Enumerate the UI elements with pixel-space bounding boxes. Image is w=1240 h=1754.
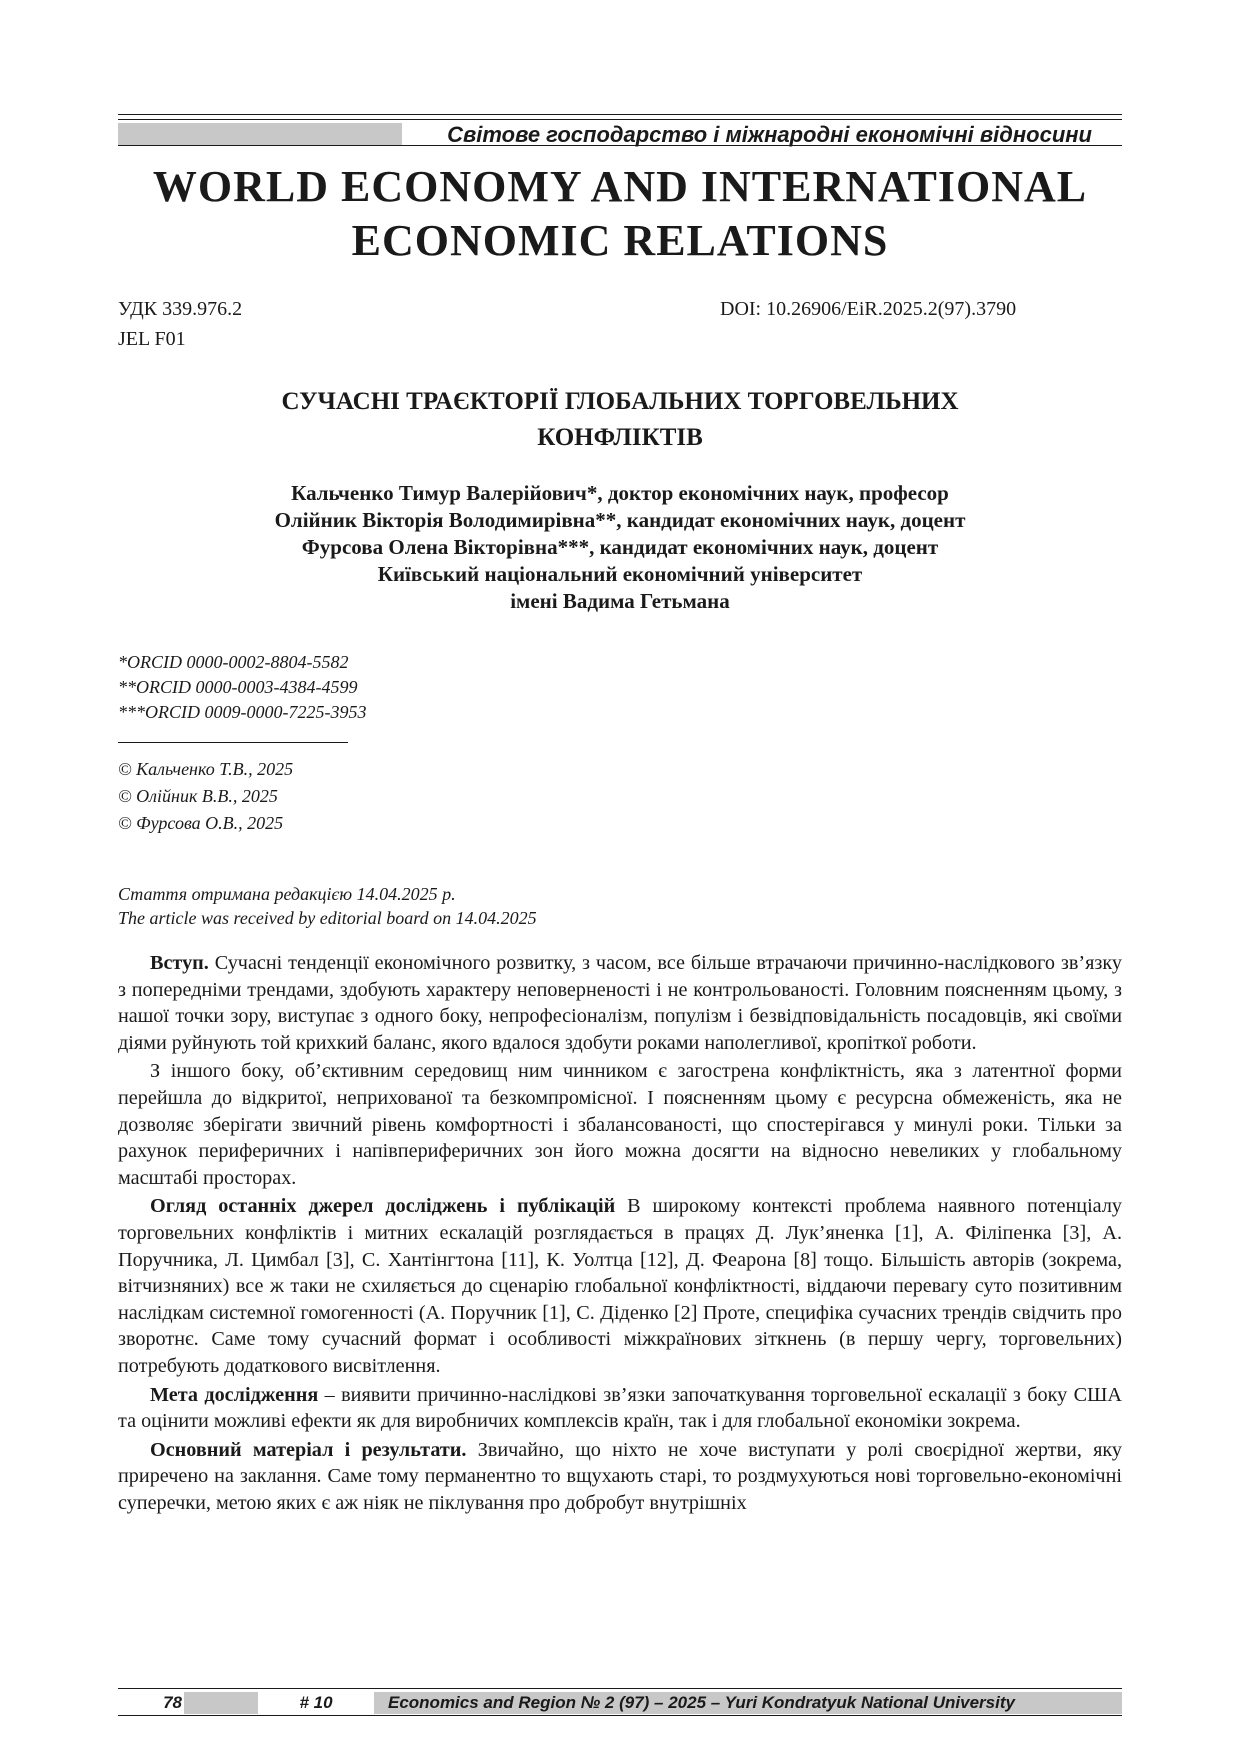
header-rule <box>118 114 1122 115</box>
author-line: Олійник Вікторія Володимирівна**, кандидат економічних наук, доцент <box>274 508 966 532</box>
paragraph-text: В широкому контексті проблема наявного потенціалу торговельних конфліктів і митних ескалацій розглядається в працях Д. Лук’яненка [1], А. Філіпенка [3], А. Поручника, Л. Цимбал [3], С. Хантінгтона [11], К. Уолтца [12], Д. Феарона [8] тощо. Більшість авторів (зокрема, вітчизняних) все ж таки не схиляється до сценарію глобальної конфліктності, віддаючи перевагу суто позитивним наслідкам системної гомогенності (А. Поручник [1], С. Діденко [2] Проте, специфіка сучасних трендів свідчить про зворотнє. Саме тому сучасний формат і особливості міжкраїнових зіткнень (в першу чергу, торговельних) потребують додаткового висвітлення. <box>118 1195 1122 1377</box>
orcid-item[interactable]: *ORCID 0000-0002-8804-5582 <box>118 652 349 672</box>
article-title <box>118 384 1122 456</box>
received-ua: Стаття отримана редакцією 14.04.2025 р. <box>118 884 456 904</box>
page-number: 78 <box>163 1693 182 1712</box>
author-line: Кальченко Тимур Валерійович*, доктор економічних наук, професор <box>291 481 949 505</box>
author-block <box>118 480 1122 615</box>
running-header <box>118 114 1122 146</box>
affiliation-line: імені Вадима Гетьмана <box>510 589 730 613</box>
article-title-line: КОНФЛІКТІВ <box>537 424 703 451</box>
doi[interactable]: DOI: 10.26906/EiR.2025.2(97).3790 <box>720 298 1017 320</box>
footer-grey-band <box>184 1692 258 1714</box>
article-body <box>118 950 1122 1518</box>
section-title-line: ECONOMIC RELATIONS <box>351 216 889 265</box>
paragraph-text: Сучасні тенденції економічного розвитку, з часом, все більше втрачаючи причинно-наслідкового зв’язку з попередніми трендами, здобують характеру неповерненості і не контрольованості. Головним поясненням цьому, з нашої точки зору, виступає з одного боку, непрофесіоналізм, популізм і безвідповідальність посадовців, які своїми діями руйнують той крихкий баланс, якого вдалося здобути роками наполегливої, кропіткої роботи. <box>118 952 1122 1054</box>
paragraph <box>118 1058 1122 1191</box>
paragraph-lead: Мета дослідження <box>150 1383 319 1406</box>
header-grey-band <box>118 123 402 145</box>
footer-rule <box>118 1715 1122 1716</box>
paragraph-text: Звичайно, що ніхто не хоче виступати у ролі своєрідної жертви, яку приречено на заклання. Саме тому перманентно то вщухають старі, то роздмухуються нові торговельно-економічні суперечки, метою яких є аж ніяк не піклування про добробут внутрішніх <box>118 1438 1122 1514</box>
received-note <box>118 882 537 930</box>
jel-code: JEL F01 <box>118 328 186 350</box>
copyright-item: © Олійник В.В., 2025 <box>118 786 278 806</box>
header-rule <box>118 145 1122 146</box>
article-title-line: СУЧАСНІ ТРАЄКТОРІЇ ГЛОБАЛЬНИХ ТОРГОВЕЛЬНИХ <box>281 388 959 415</box>
received-en: The article was received by editorial board on 14.04.2025 <box>118 908 537 928</box>
footnote-separator <box>118 742 348 743</box>
copyright-item: © Кальченко Т.В., 2025 <box>118 759 294 779</box>
paragraph-lead: Огляд останніх джерел досліджень і публікацій <box>150 1195 616 1218</box>
orcid-list <box>118 650 366 725</box>
paragraph <box>118 1193 1122 1379</box>
section-title <box>118 160 1122 268</box>
classification-codes <box>118 294 242 354</box>
running-header-text: Світове господарство і міжнародні економічні відносини <box>447 122 1092 147</box>
footer-rule <box>118 1688 1122 1689</box>
section-title-line: WORLD ECONOMY AND INTERNATIONAL <box>152 162 1088 211</box>
affiliation-line: Київський національний економічний університет <box>377 562 863 586</box>
paragraph <box>118 1437 1122 1517</box>
paragraph-text: З іншого боку, об’єктивним середовищ ним чинником є загострена конфліктність, яка з латентної форми перейшла до відкритої, неприхованої та безкомпромісної. І поясненням цьому є ресурсна обмеженість, яка не дозволяє зберігати звичний рівень комфортності і збалансованості, що спостерігався у минулі роки. Тільки за рахунок периферичних і напівпериферичних зон його можна досягти на відносно невеликих у глобальному масштабі просторах. <box>118 1060 1122 1189</box>
orcid-item[interactable]: ***ORCID 0009-0000-7225-3953 <box>118 702 367 722</box>
orcid-item[interactable]: **ORCID 0000-0003-4384-4599 <box>118 677 358 697</box>
issue-number: # 10 <box>299 1693 333 1712</box>
paragraph-lead: Вступ. <box>150 952 209 974</box>
copyright-item: © Фурсова О.В., 2025 <box>118 813 284 833</box>
page-footer <box>118 1688 1122 1718</box>
author-line: Фурсова Олена Вікторівна***, кандидат економічних наук, доцент <box>301 535 939 559</box>
header-rule <box>118 119 1122 120</box>
udk-code: УДК 339.976.2 <box>118 298 243 320</box>
copyright-list <box>118 756 293 837</box>
paragraph-text: – виявити причинно-наслідкові зв’язки започаткування торговельної ескалації з боку США та оцінити можливі ефекти як для виробничих комплексів країн, так і для глобальної економіки зокрема. <box>118 1383 1123 1433</box>
journal-name: Economics and Region № 2 (97) – 2025 – Yuri Kondratyuk National University <box>388 1693 1015 1712</box>
paragraph-lead: Основний матеріал і результати. <box>150 1438 467 1461</box>
paragraph <box>118 950 1122 1056</box>
paragraph <box>118 1382 1122 1435</box>
